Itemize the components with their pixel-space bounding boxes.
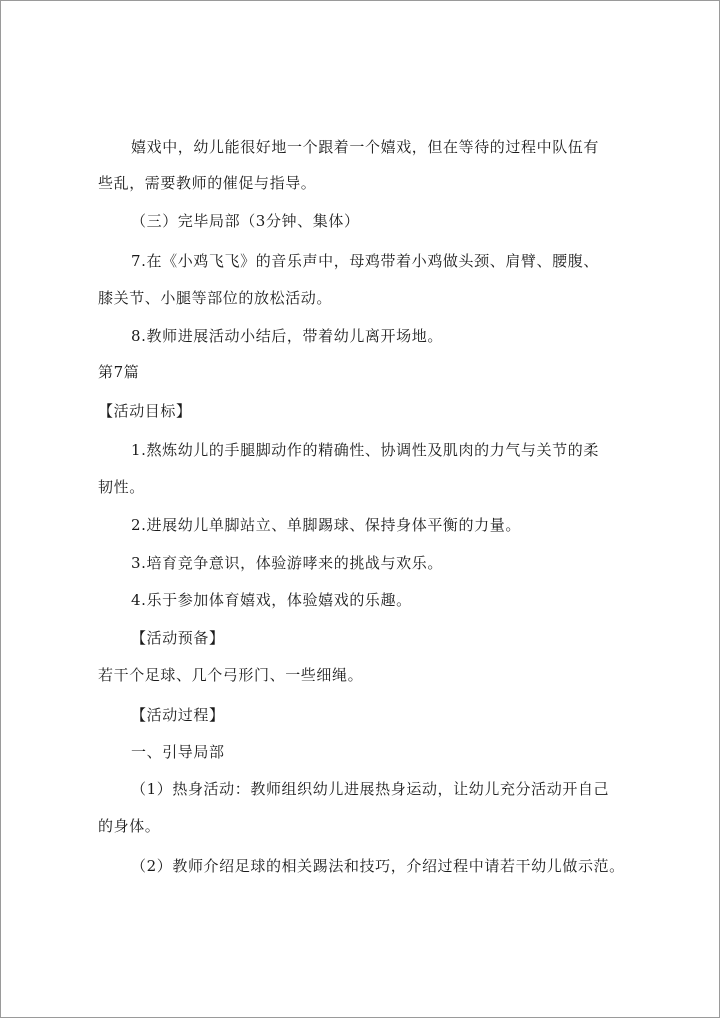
paragraph-line: 2.进展幼儿单脚站立、单脚踢球、保持身体平衡的力量。 [131, 516, 521, 534]
paragraph-line: 的身体。 [98, 817, 161, 835]
section-heading: 一、引导局部 [131, 743, 225, 761]
paragraph-line: 7.在《小鸡飞飞》的音乐声中，母鸡带着小鸡做头颈、肩臂、腰腹、 [131, 252, 599, 270]
paragraph-line: 些乱，需要教师的催促与指导。 [98, 174, 317, 192]
section-heading: （三）完毕局部（3分钟、集体） [131, 212, 360, 230]
paragraph-line: 3.培育竞争意识，体验游哮来的挑战与欢乐。 [131, 554, 443, 572]
section-heading: 【活动过程】 [131, 706, 225, 724]
paragraph-line: 韧性。 [98, 478, 145, 496]
chapter-heading: 第7篇 [98, 363, 140, 381]
paragraph-line: （1）热身活动：教师组织幼儿进展热身运动，让幼儿充分活动开自己 [131, 780, 610, 798]
section-heading: 【活动预备】 [131, 629, 225, 647]
paragraph-line: 膝关节、小腿等部位的放松活动。 [98, 289, 333, 307]
paragraph-line: 嬉戏中，幼儿能很好地一个跟着一个嬉戏，但在等待的过程中队伍有 [131, 138, 600, 156]
paragraph-line: （2）教师介绍足球的相关踢法和技巧，介绍过程中请若干幼儿做示范。 [131, 857, 625, 875]
paragraph-line: 4.乐于参加体育嬉戏，体验嬉戏的乐趣。 [131, 591, 412, 609]
paragraph-line: 若干个足球、几个弓形门、一些细绳。 [98, 666, 364, 684]
section-heading: 【活动目标】 [98, 402, 192, 420]
paragraph-line: 8.教师进展活动小结后，带着幼儿离开场地。 [131, 327, 443, 345]
paragraph-line: 1.熬炼幼儿的手腿脚动作的精确性、协调性及肌肉的力气与关节的柔 [131, 441, 599, 459]
